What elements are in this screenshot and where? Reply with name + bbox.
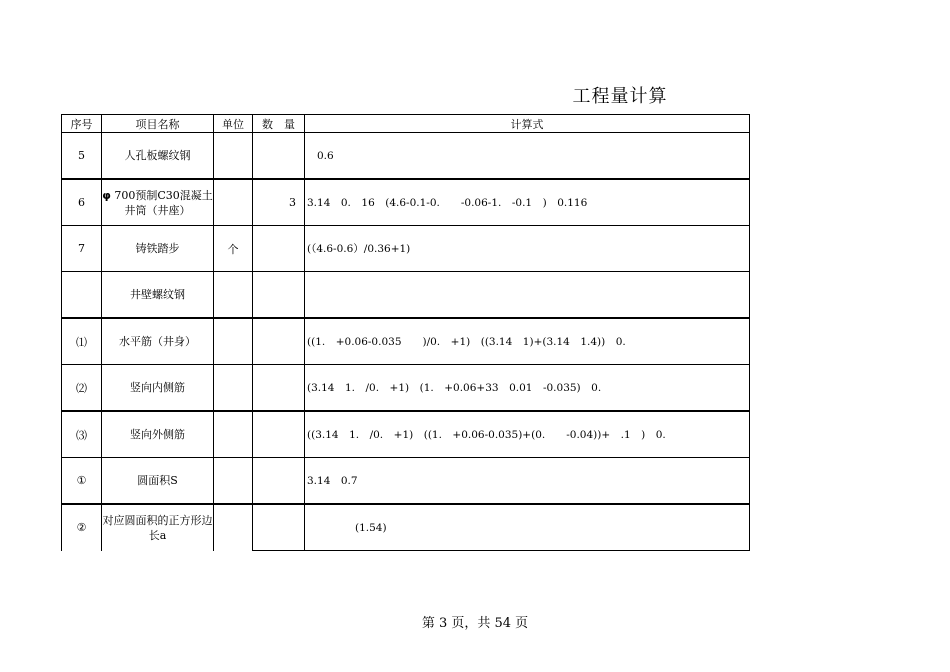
cell-formula: ((3.14 1. /0. +1) ((1. +0.06-0.035)+(0. -0.04))+ .1 ) 0. [305, 411, 750, 458]
header-row [62, 115, 750, 133]
cell-formula: (1.54) [305, 504, 750, 551]
cell-unit [214, 179, 253, 226]
cell-unit [214, 411, 253, 458]
cell-qty [253, 365, 305, 412]
cell-no: ① [62, 458, 102, 505]
header-qty: 数 量 [253, 115, 305, 133]
cell-name: 铸铁踏步 [102, 226, 214, 272]
cell-no: ⑴ [62, 318, 102, 365]
header-formula: 计算式 [305, 115, 750, 133]
phi-symbol: φ [102, 188, 111, 202]
cell-name: 竖向外侧筋 [102, 411, 214, 458]
cell-formula: (（4.6-0.6）/0.36+1) [305, 226, 750, 272]
cell-unit: 个 [214, 226, 253, 272]
cell-formula: ((1. +0.06-0.035 )/0. +1) ((3.14 1)+(3.14 1.4)) 0. [305, 318, 750, 365]
cell-qty [253, 318, 305, 365]
cell-name-text: 700预制C30混凝土井筒（井座） [114, 188, 213, 217]
cell-name: 对应圆面积的正方形边长a [102, 504, 214, 551]
cell-name: 圆面积S [102, 458, 214, 505]
cell-qty: 3 [253, 179, 305, 226]
table-row [62, 133, 750, 180]
table-row [62, 318, 750, 365]
cell-unit [214, 504, 253, 551]
cell-qty [253, 272, 305, 319]
table-row [62, 179, 750, 226]
cell-no [62, 272, 102, 319]
table-row [62, 458, 750, 505]
cell-unit [214, 133, 253, 180]
cell-no: 6 [62, 179, 102, 226]
cell-formula: 0.6 [305, 133, 750, 180]
cell-formula [305, 272, 750, 319]
cell-unit [214, 365, 253, 412]
header-no: 序号 [62, 115, 102, 133]
cell-name: 井壁螺纹钢 [102, 272, 214, 319]
cell-qty [253, 133, 305, 180]
cell-no: 7 [62, 226, 102, 272]
cell-qty [253, 226, 305, 272]
page-title: 工程量计算 [572, 86, 668, 107]
cell-name: 人孔板螺纹钢 [102, 133, 214, 180]
cell-name: 竖向内侧筋 [102, 365, 214, 412]
cell-formula: 3.14 0. 16 (4.6-0.1-0. -0.06-1. -0.1 ) 0.116 [305, 179, 750, 226]
quantity-table [61, 114, 750, 551]
cell-qty [253, 504, 305, 551]
table-row [62, 226, 750, 272]
cell-name: 水平筋（井身） [102, 318, 214, 365]
table-row [62, 365, 750, 412]
cell-unit [214, 458, 253, 505]
cell-qty [253, 458, 305, 505]
cell-no: 5 [62, 133, 102, 180]
cell-no: ② [62, 504, 102, 551]
header-name: 项目名称 [102, 115, 214, 133]
table-row [62, 272, 750, 319]
header-unit: 单位 [214, 115, 253, 133]
cell-qty [253, 411, 305, 458]
table-row [62, 504, 750, 551]
page-footer: 第 3 页，共 54 页 [421, 616, 529, 631]
cell-no: ⑵ [62, 365, 102, 412]
cell-no: ⑶ [62, 411, 102, 458]
cell-unit [214, 272, 253, 319]
table-row [62, 411, 750, 458]
cell-formula: 3.14 0.7 [305, 458, 750, 505]
cell-unit [214, 318, 253, 365]
cell-name [102, 179, 214, 226]
cell-formula: (3.14 1. /0. +1) (1. +0.06+33 0.01 -0.035) 0. [305, 365, 750, 412]
